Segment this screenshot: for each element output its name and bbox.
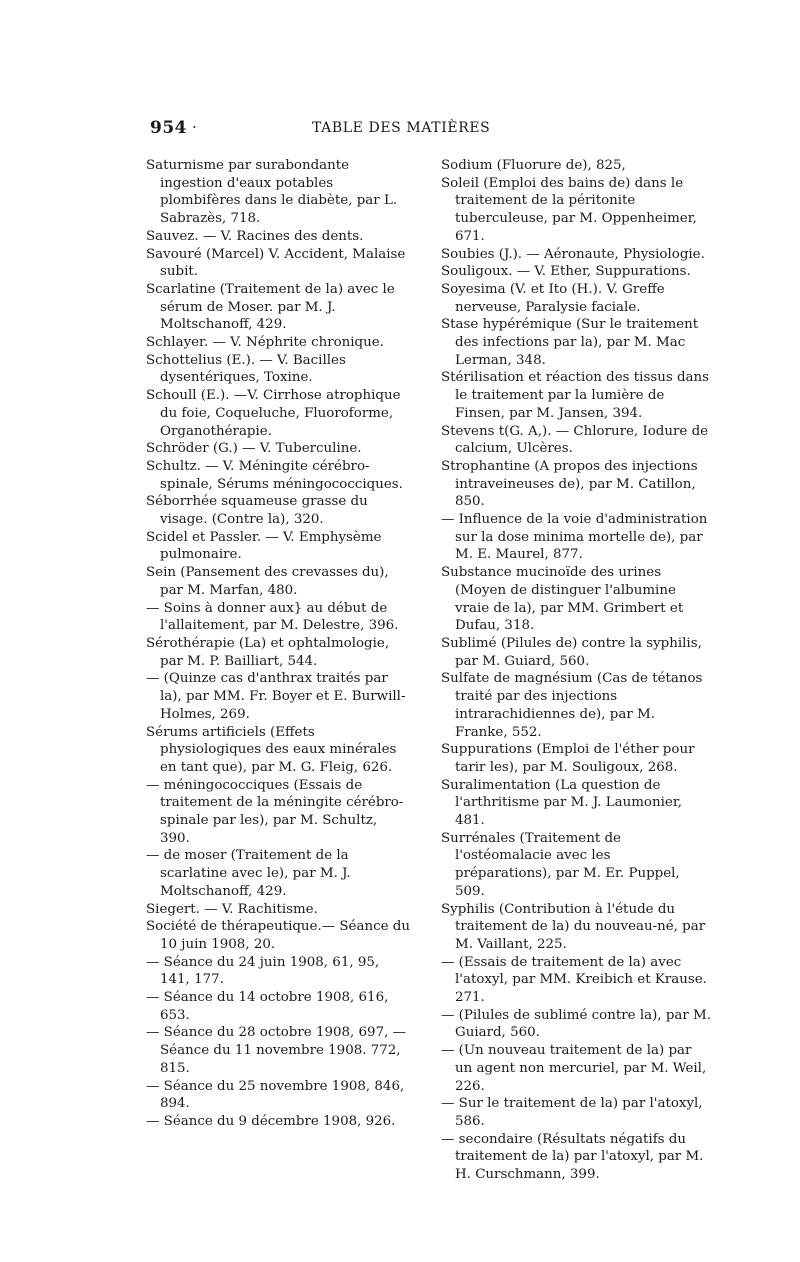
index-entry: — Séance du 25 novembre 1908, 846, 894. [146, 1078, 405, 1112]
index-entry: Schultz. — V. Méningite cérébro-spinale, Sérums méningococciques. [146, 458, 403, 492]
index-entry: Syphilis (Contribution à l'étude du traitement de la) du nouveau-né, par M. Vaillant, 225. [441, 901, 706, 952]
index-entry: — Sur le traitement de la) par l'atoxyl, 586. [441, 1096, 703, 1129]
running-title: TABLE DES MATIÈRES [312, 120, 491, 136]
index-entry: Sérums artificiels (Effets physiologiques des eaux minérales en tant que), par M. G. Fleig, 626. [146, 724, 397, 775]
index-entry: Stevens t(G. A,). — Chlorure, Iodure de calcium, Ulcères. [441, 423, 709, 457]
index-entry: — Soins à donner aux} au début de l'allaitement, par M. Delestre, 396. [146, 600, 399, 634]
index-column-right [441, 157, 711, 1184]
header-dot: · [192, 118, 197, 136]
index-entry: Stérilisation et réaction des tissus dans le traitement par la lumière de Finsen, par M. Jansen, 394. [441, 370, 710, 421]
index-entry: Scarlatine (Traitement de la) avec le sérum de Moser. par M. J. Moltschanoff, 429. [146, 281, 395, 333]
page-header [150, 118, 718, 142]
index-entry: — (Quinze cas d'anthrax traités par la), par MM. Fr. Boyer et E. Burwill-Holmes, 269. [146, 671, 406, 722]
index-entry: Séborrhée squameuse grasse du visage. (Contre la), 320. [146, 494, 368, 528]
index-entry: Sauvez. — V. Racines des dents. [146, 228, 364, 244]
index-entry: Sodium (Fluorure de), 825, [441, 158, 626, 173]
index-entry: Soubies (J.). — Aéronaute, Physiologie. [441, 246, 705, 262]
index-entry: — Séance du 14 octobre 1908, 616, 653. [146, 990, 389, 1023]
index-entry: Schlayer. — V. Néphrite chronique. [146, 335, 384, 351]
index-entry: — méningococciques (Essais de traitement de la méningite cérébro-spinale par les), par M. Schultz, 390. [146, 777, 404, 846]
index-entry: — Séance du 28 octobre 1908, 697, — Séance du 11 novembre 1908. 772, 815. [146, 1025, 406, 1076]
index-entry: Schottelius (E.). — V. Bacilles dysentériques, Toxine. [146, 352, 346, 386]
index-entry: Sein (Pansement des crevasses du), par M. Marfan, 480. [146, 565, 389, 598]
index-entry: Saturnisme par surabondante ingestion d'eaux potables plombifères dans le diabète, par L. Sabrazès, 718. [146, 158, 398, 227]
index-entry: Suppurations (Emploi de l'éther pour tarir les), par M. Souligoux, 268. [441, 742, 695, 775]
index-entry: Soyesima (V. et Ito (H.). V. Greffe nerveuse, Paralysie faciale. [441, 281, 665, 315]
index-entry: Scidel et Passler. — V. Emphysème pulmonaire. [146, 529, 382, 563]
index-entry: Sublimé (Pilules de) contre la syphilis, par M. Guiard, 560. [441, 635, 702, 669]
index-entry: Stase hypérémique (Sur le traitement des infections par la), par M. Mac Lerman, 348. [441, 317, 699, 368]
index-entry: Soleil (Emploi des bains de) dans le traitement de la péritonite tuberculeuse, par M. Oppenheimer, 671. [441, 175, 697, 244]
index-entry: Souligoux. — V. Ether, Suppurations. [441, 264, 691, 280]
index-entry: Sulfate de magnésium (Cas de tétanos traité par des injections intrarachidiennes de), par M. Franke, 552. [441, 671, 703, 740]
index-entry: Suralimentation (La question de l'arthritisme par M. J. Laumonier, 481. [441, 777, 683, 829]
index-entry: — (Essais de traitement de la) avec l'atoxyl, par MM. Kreibich et Krause. 271. [441, 954, 707, 1006]
index-entry: — Séance du 24 juin 1908, 61, 95, 141, 177. [146, 954, 380, 988]
index-entry: Schröder (G.) — V. Tuberculine. [146, 441, 362, 457]
index-entry: — de moser (Traitement de la scarlatine avec le), par M. J. Moltschanoff, 429. [146, 848, 351, 899]
index-entry: Société de thérapeutique.— Séance du 10 juin 1908, 20. [146, 919, 410, 952]
index-entry: — secondaire (Résultats négatifs du traitement de la) par l'atoxyl, par M. H. Curschmann, 399. [441, 1131, 704, 1183]
index-entry: — Séance du 9 décembre 1908, 926. [146, 1113, 396, 1129]
index-entry: Strophantine (A propos des injections intraveineuses de), par M. Catillon, 850. [441, 458, 698, 510]
index-entry: Sérothérapie (La) et ophtalmologie, par M. P. Bailliart, 544. [146, 635, 390, 669]
index-entry: — Influence de la voie d'administration sur la dose minima mortelle de), par M. E. Maurel, 877. [441, 512, 708, 563]
page-number: 954 [150, 118, 187, 138]
index-entry: — (Un nouveau traitement de la) par un agent non mercuriel, par M. Weil, 226. [441, 1043, 707, 1094]
index-entry: Surrénales (Traitement de l'ostéomalacie avec les préparations), par M. Er. Puppel, 509. [441, 830, 680, 899]
index-entry: Savouré (Marcel) V. Accident, Malaise subit. [146, 246, 406, 280]
index-entry: Substance mucinoïde des urines (Moyen de distinguer l'albumine vraie de la), par MM. Grimbert et Dufau, 318. [441, 565, 684, 634]
index-entry: — (Pilules de sublimé contre la), par M. Guiard, 560. [441, 1007, 712, 1041]
index-entry: Siegert. — V. Rachitisme. [146, 901, 318, 917]
index-column-left [146, 157, 411, 1131]
index-entry: Schoull (E.). —V. Cirrhose atrophique du foie, Coqueluche, Fluoroforme, Organothérapie. [146, 388, 401, 439]
